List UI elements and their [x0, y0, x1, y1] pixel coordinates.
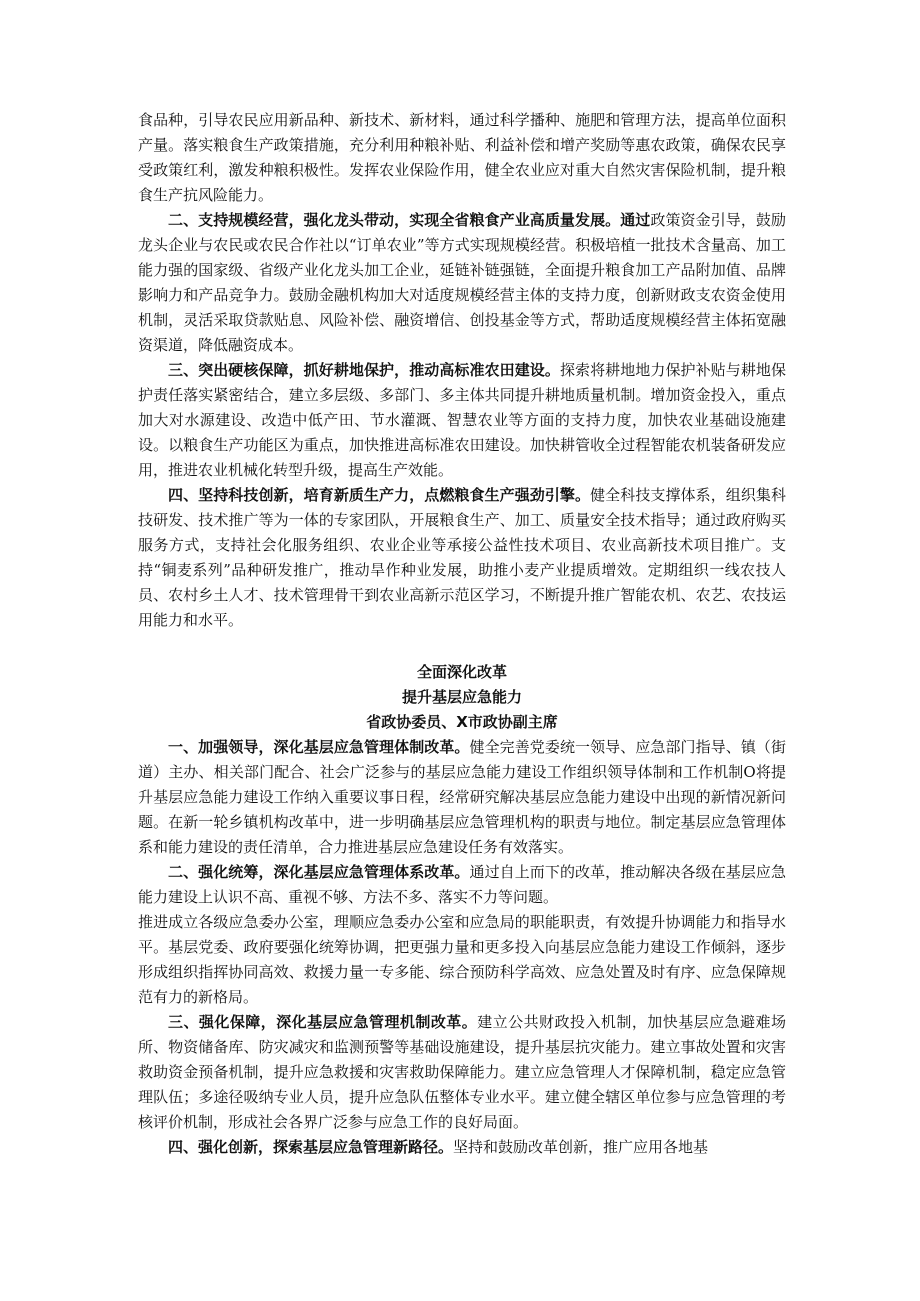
article-title-line2: 提升基层应急能力 — [401, 688, 522, 706]
paragraph-guarantee — [138, 1010, 786, 1135]
paragraph-lead: 三、强化保障，深化基层应急管理机制改革。 — [168, 1013, 478, 1031]
paragraph-farmland-protection — [138, 358, 786, 483]
paragraph-lead: 一、加强领导，深化基层应急管理体制改革。 — [168, 738, 470, 756]
paragraph-lead: 三、突出硬核保障，抓好耕地保护，推动高标准农田建设。 — [168, 361, 560, 379]
paragraph-coordination-continued: 推进成立各级应急委办公室，理顺应急委办公室和应急局的职能职责，有效提升协调能力和指导水平。基层党委、政府要强化统筹协调，把更强力量和更多投入向基层应急能力建设工作倾斜，逐步形成组织指挥协同高效、救援力量一专多能、综合预防科学高效、应急处置及时有序、应急保障规范有力的新格局。 — [138, 913, 786, 1006]
paragraph-grain-varieties: 食品种，引导农民应用新品种、新技术、新材料，通过科学播种、施肥和管理方法，提高单位面积产量。落实粮食生产政策措施，充分利用种粮补贴、利益补偿和增产奖励等惠农政策，确保农民享受政策红利，激发种粮积极性。发挥农业保险作用，健全农业应对重大自然灾害保险机制，提升粮食生产抗风险能力。 — [138, 111, 786, 204]
paragraph-lead: 四、坚持科技创新，培育新质生产力，点燃粮食生产强劲引擎。 — [168, 486, 591, 504]
paragraph-body: 政策资金引导，鼓励龙头企业与农民或农民合作社以“订单农业”等方式实现规模经营。积极培植一批技术含量高、加工能力强的国家级、省级产业化龙头加工企业，延链补链强链，全面提升粮食加工产品附加值、品牌影响力和产品竞争力。鼓励金融机构加大对适度规模经营主体的支持力度，创新财政支农资金使用机制，灵活采取贷款贴息、风险补偿、融资增信、创投基金等方式，帮助适度规模经营主体拓宽融资渠道，降低融资成本。 — [138, 211, 786, 354]
article-title-line1: 全面深化改革 — [416, 663, 507, 681]
paragraph-scale-operation — [138, 208, 786, 358]
article-author: 省政协委员、X市政协副主席 — [366, 713, 558, 731]
document-page — [138, 108, 786, 1160]
paragraph-tech-innovation — [138, 483, 786, 633]
paragraph-body: 通过自上而下的改革，推动解决各级在基层应急能力建设上认识不高、重视不够、方法不多、落实不力等问题。 — [138, 863, 786, 906]
paragraph-leadership — [138, 735, 786, 860]
paragraph-body: 建立公共财政投入机制，加快基层应急避难场所、物资储备库、防灾减灾和监测预警等基础设施建设，提升基层抗灾能力。建立事故处置和灾害救助资金预备机制，提升应急救援和灾害救助保障能力。建立应急管理人才保障机制，稳定应急管理队伍；多途径吸纳专业人员，提升应急队伍整体专业水平。建立健全辖区单位参与应急管理的考核评价机制，形成社会各界广泛参与应急工作的良好局面。 — [138, 1013, 786, 1131]
paragraph-body: 坚持和鼓励改革创新，推广应用各地基 — [453, 1138, 709, 1156]
paragraph-innovation — [138, 1135, 786, 1160]
paragraph-lead: 二、支持规模经营，强化龙头带动，实现全省粮食产业高质量发展。通过 — [168, 211, 651, 229]
paragraph-body: 健全完善党委统一领导、应急部门指导、镇（街道）主办、相关部门配合、社会广泛参与的基层应急能力建设工作组织领导体制和工作机制O将提升基层应急能力建设工作纳入重要议事日程，经常研究解决基层应急能力建设中出现的新情况新问题。在新一轮乡镇机构改革中，进一步明确基层应急管理机构的职责与地位。制定基层应急管理体系和能力建设的责任清单，合力推进基层应急建设任务有效落实。 — [138, 738, 786, 856]
paragraph-coordination — [138, 860, 786, 910]
section-spacer — [138, 633, 786, 660]
paragraph-body: 健全科技支撑体系，组织集科技研发、技术推广等为一体的专家团队，开展粮食生产、加工、质量安全技术指导；通过政府购买服务方式，支持社会化服务组织、农业企业等承接公益性技术项目、农业高新技术项目推广。支持“铜麦系列”品种研发推广，推动旱作种业发展，助推小麦产业提质增效。定期组织一线农技人员、农村乡土人才、技术管理骨干到农业高新示范区学习，不断提升推广智能农机、农艺、农技运用能力和水平。 — [138, 486, 786, 629]
paragraph-lead: 四、强化创新，探索基层应急管理新路径。 — [168, 1138, 454, 1156]
paragraph-body: 探索将耕地地力保护补贴与耕地保护责任落实紧密结合，建立多层级、多部门、多主体共同提升耕地质量机制。增加资金投入，重点加大对水源建设、改造中低产田、节水灌溉、智慧农业等方面的支持力度，加快农业基础设施建设。以粮食生产功能区为重点，加快推进高标准农田建设。加快耕管收全过程智能农机装备研发应用，推进农业机械化转型升级，提高生产效能。 — [138, 361, 786, 479]
paragraph-lead: 二、强化统筹，深化基层应急管理体系改革。 — [168, 863, 470, 881]
